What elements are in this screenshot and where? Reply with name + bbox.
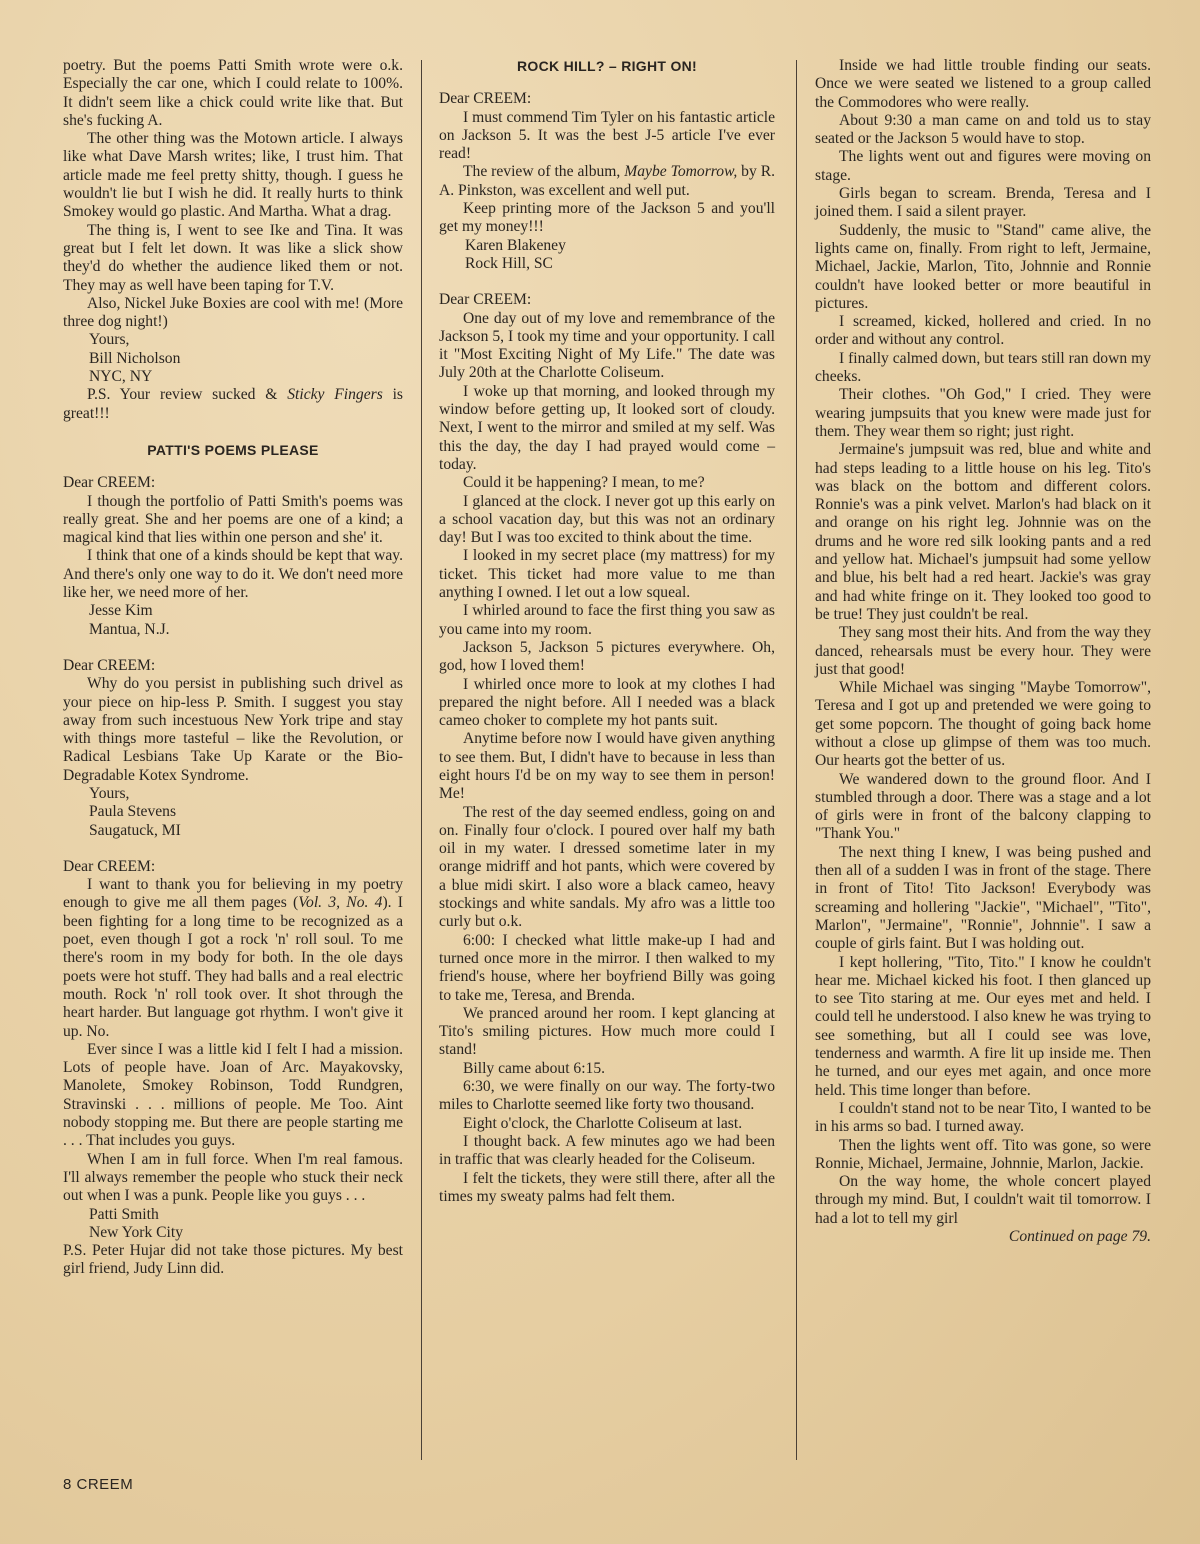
paragraph: Billy came about 6:15. [463,1059,606,1077]
paragraph: I looked in my secret place (my mattress) for my ticket. This ticket had more value to me than anything I owned. I let out a low squeal. [439,547,775,602]
letter-greeting: Dear CREEM: [63,474,156,492]
paragraph: I kept hollering, "Tito, Tito." I know he couldn't hear me. Michael kicked his foot. I then glanced up to see Tito staring at me. Our eyes met and held. I could tell he understood. I also knew he was trying to see something, but all I could see was love, tenderness and warmth. A fire lit up inside me. Then he turned, and our eyes met again, and once more held. This time longer than before. [815,953,1151,1099]
paragraph: When I am in full force. When I'm real famous. I'll always remember the people who stuck their neck out when I was a punk. People like you guys . . . [63,1150,403,1205]
letter-greeting: Dear CREEM: [439,90,532,108]
paragraph: Ever since I was a little kid I felt I had a mission. Lots of people have. Joan of Arc. Mayakovsky, Manolete, Smokey Robinson, Todd Rundgren, Stravinski . . . millions of people. Me Too. Aint nobody stopping me. But there are people starting me . . . That includes you guys. [63,1040,403,1150]
paragraph: The next thing I knew, I was being pushed and then all of a sudden I was in front of the stage. There in front of Tito! Tito Jackson! Everybody was screaming and hollering "Jackie", "Michael", "Tito", Marlon", "Jermaine", "Ronnie", Johnnie". I saw a couple of girls faint. But I was holding out. [815,843,1151,953]
signature-name: Paula Stevens [89,803,177,821]
postscript [63,386,403,423]
column-3 [815,57,1151,1246]
continued-note: Continued on page 79. [1008,1228,1151,1245]
paragraph: Why do you persist in publishing such drivel as your piece on hip-less P. Smith. I suggest you stay away from such incestuous New York tripe and stay with things more tasteful – like the Revolution, or Radical Lesbians Take Up Karate or the Bio-Degradable Kotex Syndrome. [63,675,403,784]
paragraph: About 9:30 a man came on and told us to stay seated or the Jackson 5 would have to stop. [815,111,1151,148]
paragraph: Eight o'clock, the Charlotte Coliseum at last. [463,1114,743,1132]
letter-greeting: Dear CREEM: [439,291,532,309]
paragraph: We wandered down to the ground floor. And I stumbled through a door. There was a stage and a lot of girls were in front of the balcony clapping to "Thank You." [815,770,1151,843]
paragraph: Inside we had little trouble finding our seats. Once we were seated we listened to a group called the Commodores who were really. [815,57,1151,111]
paragraph: I whirled around to face the first thing you saw as you came into my room. [439,602,775,638]
paragraph: Keep printing more of the Jackson 5 and you'll get my money!!! [439,200,775,236]
paragraph: The thing is, I went to see Ike and Tina. It was great but I felt let down. It was like a slick show they'd do whether the audience liked them or not. They may as well have been taping for T.V. [63,221,403,294]
paragraph: I woke up that morning, and looked through my window before getting up, It looked sort of cloudy. Next, I went to the mirror and smiled at my self. Was this the day, the day I had prayed would come – today. [439,382,775,473]
postscript-text: P.S. Your review sucked & [87,386,288,404]
magazine-name: CREEM [76,1476,134,1493]
paragraph: I think that one of a kinds should be kept that way. And there's only one way to do it. We don't need more like her, we need more of her. [63,547,403,602]
paragraph: The rest of the day seemed endless, going on and on. Finally four o'clock. I poured over half my bath oil in my water. I dressed sometime later in my orange midriff and hot pants, which were covered by a blue midi skirt. I also wore a black cameo, heavy stockings and white sandals. My afro was a little too curly but o.k. [439,803,775,931]
letter-greeting: Dear CREEM: [63,656,156,674]
paragraph: Suddenly, the music to "Stand" came alive, the lights came on, finally. From right to left, Jermaine, Michael, Jackie, Marlon, Tito, Johnnie and Ronnie couldn't have looked better or more beautiful in pictures. [815,221,1151,312]
column-2 [439,57,775,1206]
signature-location: Rock Hill, SC [465,254,553,272]
paragraph: 6:00: I checked what little make-up I had and turned once more in the mirror. I then walked to my friend's house, where her boyfriend Billy was going to take me, Teresa, and Brenda. [439,931,775,1004]
paragraph: We pranced around her room. I kept glancing at Tito's smiling pictures. How much more could I stand! [439,1004,775,1059]
paragraph-text: ). I been fighting for a long time to be recognized as a poet, even though I got a rock 'n' roll soul. To me there's room in my body for both. In the ole days poets were hot stuff. They had balls and a real electric mouth. Rock 'n' roll took over. It shot through the heart harder. But language got rhythm. I won't give it up. No. [63,894,404,1040]
paragraph: Their clothes. "Oh God," I cried. They were wearing jumpsuits that you knew were made just for them. They wear them so right; just right. [815,386,1151,440]
issue-reference: Vol. 3, No. 4 [298,894,383,912]
column-1 [63,57,403,1279]
signature-name: Patti Smith [89,1205,159,1223]
paragraph: I finally calmed down, but tears still ran down my cheeks. [815,349,1151,386]
paragraph: Also, Nickel Juke Boxies are cool with me! (More three dog night!) [63,294,403,331]
paragraph: 6:30, we were finally on our way. The forty-two miles to Charlotte seemed like forty two thousand. [439,1078,775,1114]
signature-location: Mantua, N.J. [89,620,170,638]
paragraph: I must commend Tim Tyler on his fantastic article on Jackson 5. It was the best J-5 article I've ever read! [439,108,775,163]
signature-line: Yours, [89,331,130,349]
signature-location: NYC, NY [89,368,153,386]
paragraph: I though the portfolio of Patti Smith's poems was really great. She and her poems are one of a kind; a magical kind that lies within one person and she' it. [63,492,403,547]
album-title: Sticky Fingers [287,386,383,404]
paragraph: I glanced at the clock. I never got up this early on a school vacation day, but this was not an ordinary day! But I was too excited to think about the time. [439,492,775,547]
paragraph: While Michael was singing "Maybe Tomorrow", Teresa and I got up and pretended we were going to get some popcorn. The thought of going back home without a close up glimpse of them was too much. Our hearts got the better of us. [815,679,1151,770]
postscript-text: is great!!! [63,386,403,422]
paragraph: I whirled once more to look at my clothes I had prepared the night before. All I needed was a black cameo choker to complete my hot pants suit. [439,675,775,730]
paragraph: One day out of my love and remembrance of the Jackson 5, I took my time and your opportunity. I call it "Most Exciting Night of My Life." The date was July 20th at the Charlotte Coliseum. [439,309,775,382]
signature-location: Saugatuck, MI [89,821,181,839]
letter-heading: ROCK HILL? – RIGHT ON! [516,58,698,74]
postscript: P.S. Peter Hujar did not take those pictures. My best girl friend, Judy Linn did. [63,1242,403,1278]
paragraph: Jermaine's jumpsuit was red, blue and white and had steps leading to a little house on his leg. Tito's was black on the bottom and different colors. Ronnie's was a pink velvet. Marlon's had black on it and orange on his right leg. Johnnie was on the drums and he wore red silk looking pants and a red and yellow hat. Michael's jumpsuit had some yellow and blue, his belt had a red heart. Jackie's was gray and had white fringe on it. They looked too good to be true! They just couldn't be real. [815,441,1151,623]
paragraph [63,876,403,1041]
paragraph: On the way home, the whole concert played through my mind. But, I couldn't wait til tomorrow. I had a lot to tell my girl [815,1173,1151,1227]
column-rule-right [796,60,797,1460]
paragraph: I couldn't stand not to be near Tito, I wanted to be in his arms so bad. I turned away. [815,1099,1151,1136]
paragraph-text: The review of the album, [463,163,625,181]
signature-name: Jesse Kim [89,602,153,620]
paragraph: Jackson 5, Jackson 5 pictures everywhere. Oh, god, how I loved them! [439,638,775,675]
paragraph: The other thing was the Motown article. I always like what Dave Marsh writes; like, I trust him. That article made me feel pretty shitty, though. I guess he wouldn't lie but I wish he did. It really hurts to think Smokey would go plastic. And Martha. What a drag. [63,130,403,221]
paragraph-text: by R. A. Pinkston, was excellent and well put. [439,163,775,199]
paragraph: The lights went out and figures were moving on stage. [815,148,1151,184]
album-title: Maybe Tomorrow, [624,163,738,181]
page-number: 8 [63,1476,72,1493]
paragraph: I thought back. A few minutes ago we had been in traffic that was clearly headed for the Coliseum. [439,1132,775,1169]
signature-name: Bill Nicholson [89,349,181,367]
paragraph: poetry. But the poems Patti Smith wrote were o.k. Especially the car one, which I could relate to 100%. It didn't seem like a chick could write like that. But she's fucking A. [63,57,403,129]
paragraph: They sang most their hits. And from the way they danced, rehearsals must be every hour. They were just that good! [815,624,1151,678]
paragraph: Anytime before now I would have given anything to see them. But, I didn't have to because in less than eight hours I'd be on my way to see them in person! Me! [439,730,775,803]
page-folio [63,1476,133,1493]
letter-greeting: Dear CREEM: [63,857,156,875]
paragraph: Then the lights went off. Tito was gone, so were Ronnie, Michael, Jermaine, Johnnie, Marlon, Jackie. [815,1136,1151,1172]
column-rule-left [421,60,422,1460]
signature-name: Karen Blakeney [465,236,566,254]
paragraph: I felt the tickets, they were still there, after all the times my sweaty palms had felt them. [439,1169,775,1205]
paragraph: Could it be happening? I mean, to me? [463,474,705,492]
letter-heading: PATTI'S POEMS PLEASE [147,441,319,458]
signature-line: Yours, [89,784,130,802]
paragraph [439,163,775,200]
paragraph: I screamed, kicked, hollered and cried. In no order and without any control. [815,313,1151,349]
signature-location: New York City [89,1223,184,1241]
paragraph-text: I want to thank you for believing in my poetry enough to give me all them pages ( [63,876,403,912]
paragraph: Girls began to scream. Brenda, Teresa and I joined them. I said a silent prayer. [815,185,1151,221]
